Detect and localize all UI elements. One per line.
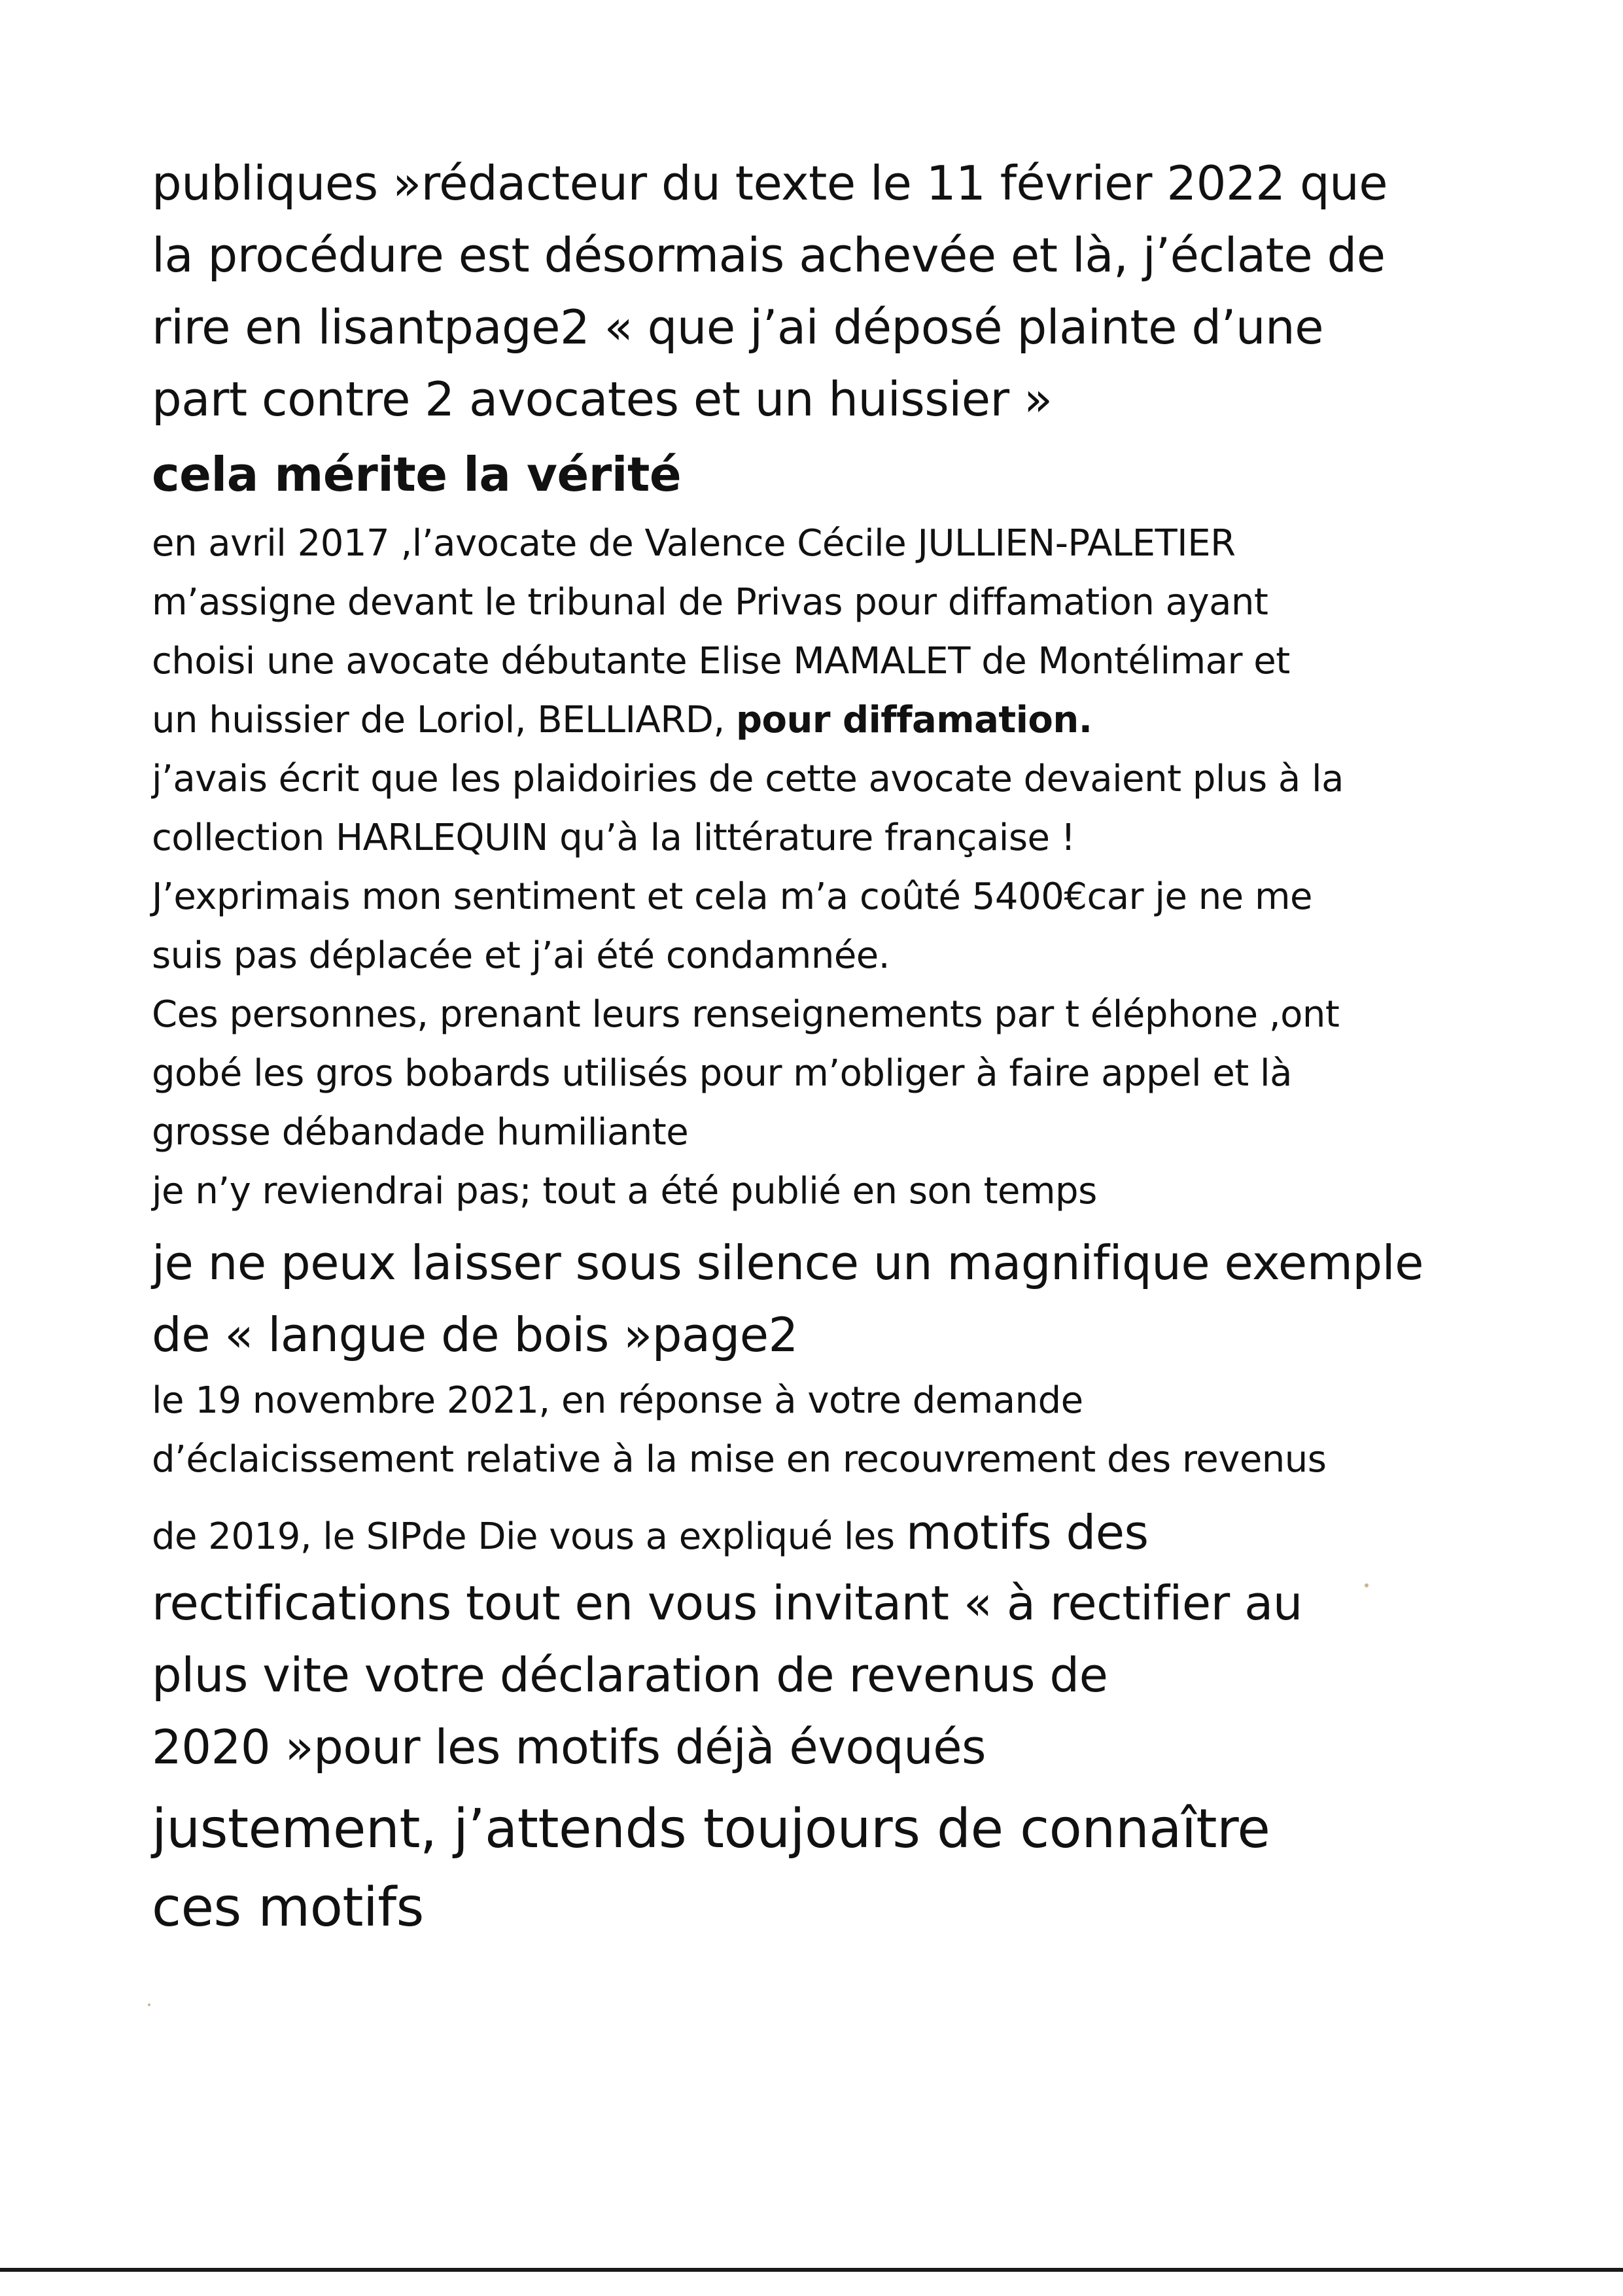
text-line-21-large: motifs des bbox=[905, 1505, 1149, 1560]
text-line-20: d’éclaicissement relative à la mise en recouvrement des revenus bbox=[152, 1438, 1327, 1481]
scan-speck bbox=[1365, 1583, 1369, 1587]
text-line-10: collection HARLEQUIN qu’à la littérature française ! bbox=[152, 817, 1075, 859]
scan-speck bbox=[148, 2004, 150, 2006]
text-line-17: je ne peux laisser sous silence un magnifique exemple bbox=[152, 1235, 1423, 1290]
text-line-24: 2020 »pour les motifs déjà évoqués bbox=[152, 1720, 986, 1775]
text-line-8 bbox=[152, 699, 1092, 741]
text-line-2: la procédure est désormais achevée et là, j’éclate de bbox=[152, 228, 1386, 283]
text-line-12: suis pas déplacée et j’ai été condamnée. bbox=[152, 934, 890, 977]
text-line-18: de « langue de bois »page2 bbox=[152, 1307, 798, 1362]
text-line-11: J’exprimais mon sentiment et cela m’a coûté 5400€car je ne me bbox=[152, 875, 1312, 918]
text-line-13: Ces personnes, prenant leurs renseignements par t éléphone ,ont bbox=[152, 993, 1340, 1036]
text-line-15: grosse débandade humiliante bbox=[152, 1111, 689, 1154]
text-line-16: je n’y reviendrai pas; tout a été publié en son temps bbox=[152, 1170, 1097, 1212]
scan-edge-line bbox=[0, 2268, 1623, 2272]
text-line-23: plus vite votre déclaration de revenus de bbox=[152, 1648, 1108, 1703]
text-line-25: justement, j’attends toujours de connaître bbox=[152, 1798, 1270, 1860]
text-line-3: rire en lisantpage2 « que j’ai déposé plainte d’une bbox=[152, 300, 1323, 355]
section-heading: cela mérite la vérité bbox=[152, 447, 682, 502]
text-line-1: publiques »rédacteur du texte le 11 février 2022 que bbox=[152, 156, 1388, 211]
text-line-26: ces motifs bbox=[152, 1877, 424, 1939]
text-line-22: rectifications tout en vous invitant « à rectifier au bbox=[152, 1576, 1302, 1631]
text-line-6: m’assigne devant le tribunal de Privas pour diffamation ayant bbox=[152, 581, 1268, 624]
text-line-14: gobé les gros bobards utilisés pour m’obliger à faire appel et là bbox=[152, 1052, 1292, 1095]
text-line-19: le 19 novembre 2021, en réponse à votre demande bbox=[152, 1379, 1083, 1422]
text-line-5: en avril 2017 ,l’avocate de Valence Cécile JULLIEN-PALETIER bbox=[152, 522, 1236, 565]
text-line-21-small: de 2019, le SIPde Die vous a expliqué les bbox=[152, 1515, 906, 1558]
text-line-9: j’avais écrit que les plaidoiries de cette avocate devaient plus à la bbox=[152, 758, 1344, 800]
text-line-4: part contre 2 avocates et un huissier » bbox=[152, 372, 1053, 427]
text-line-8-bold: pour diffamation. bbox=[735, 699, 1092, 741]
text-line-7: choisi une avocate débutante Elise MAMALET de Montélimar et bbox=[152, 640, 1290, 682]
text-line-21 bbox=[152, 1505, 1149, 1560]
text-line-8-regular: un huissier de Loriol, BELLIARD, bbox=[152, 699, 736, 741]
